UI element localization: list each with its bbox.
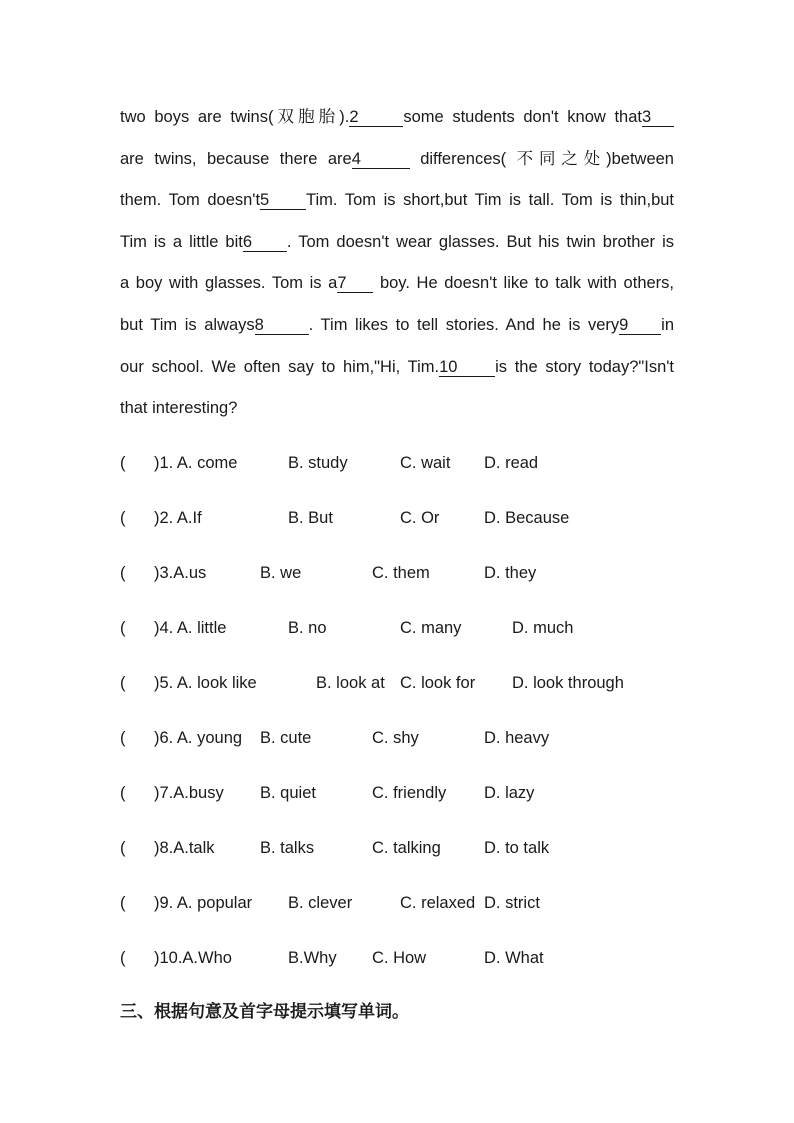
option-b: B. look at — [316, 674, 385, 692]
option-d: D. Because — [484, 509, 570, 527]
answer-paren[interactable]: ( — [120, 674, 126, 692]
option-c: C. wait — [400, 454, 451, 472]
question-row — [120, 661, 720, 716]
cloze-passage — [120, 97, 674, 430]
option-a: )7.A.busy — [154, 784, 224, 802]
question-row — [120, 826, 720, 881]
answer-paren[interactable]: ( — [120, 949, 126, 967]
passage-text: that interesting? — [120, 399, 238, 418]
answer-paren[interactable]: ( — [120, 894, 126, 912]
option-b: B. But — [288, 509, 333, 527]
option-c: C. them — [372, 564, 430, 582]
option-d: D. look through — [512, 674, 624, 692]
answer-paren[interactable]: ( — [120, 839, 126, 857]
option-a: )8.A.talk — [154, 839, 215, 857]
blank-3: 3 — [642, 108, 674, 127]
option-b: B.Why — [288, 949, 337, 967]
question-row — [120, 496, 720, 551]
question-row — [120, 771, 720, 826]
option-b: B. no — [288, 619, 327, 637]
option-a: )9. A. popular — [154, 894, 253, 912]
option-b: B. we — [260, 564, 302, 582]
option-a: )6. A. young — [154, 729, 243, 747]
blank-8: 8 — [255, 316, 309, 335]
option-a: )1. A. come — [154, 454, 238, 472]
option-b: B. talks — [260, 839, 315, 857]
passage-text: is the story today?"Isn't — [495, 357, 674, 376]
option-a: )4. A. little — [154, 619, 227, 637]
question-row — [120, 606, 720, 661]
option-b: B. study — [288, 454, 348, 472]
option-d: D. they — [484, 564, 537, 582]
answer-paren[interactable]: ( — [120, 729, 126, 747]
answer-paren[interactable]: ( — [120, 619, 126, 637]
option-d: D. strict — [484, 894, 540, 912]
passage-text: them. Tom doesn't — [120, 191, 261, 210]
option-c: C. Or — [400, 509, 440, 527]
passage-line — [120, 388, 674, 430]
passage-text: . Tom doesn't wear glasses. But his twin brother is — [286, 232, 674, 251]
passage-line — [120, 180, 674, 222]
blank-9: 9 — [619, 316, 661, 335]
blank-10: 10 — [439, 358, 495, 377]
option-a: )10.A.Who — [154, 949, 232, 967]
option-c: C. shy — [372, 729, 419, 747]
question-row — [120, 936, 720, 991]
blank-5: 5 — [260, 191, 306, 210]
passage-line — [120, 97, 674, 139]
passage-text: in — [661, 315, 674, 334]
option-c: C. relaxed — [400, 894, 476, 912]
option-a: )2. A.If — [154, 509, 202, 527]
question-row — [120, 881, 720, 936]
passage-text: our school. We often say to him,"Hi, Tim. — [120, 357, 440, 376]
option-c: C. talking — [372, 839, 441, 857]
option-d: D. heavy — [484, 729, 550, 747]
option-c: C. How — [372, 949, 427, 967]
passage-text: but Tim is always — [120, 315, 255, 334]
passage-text: differences( 不同之处)between — [420, 149, 674, 168]
passage-text: boy. He doesn't like to talk with others, — [379, 274, 674, 293]
passage-line — [120, 305, 674, 347]
option-b: B. clever — [288, 894, 353, 912]
blank-2: 2 — [349, 108, 403, 127]
answer-paren[interactable]: ( — [120, 564, 126, 582]
passage-line — [120, 222, 674, 264]
section-heading: 三、根据句意及首字母提示填写单词。 — [120, 1002, 409, 1022]
option-d: D. to talk — [484, 839, 550, 857]
passage-line — [120, 347, 674, 389]
multiple-choice-list — [120, 441, 720, 991]
passage-text: are twins, because there are — [120, 149, 352, 168]
option-b: B. cute — [260, 729, 312, 747]
passage-text: . Tim likes to tell stories. And he is very — [308, 315, 620, 334]
option-a: )3.A.us — [154, 564, 207, 582]
answer-paren[interactable]: ( — [120, 454, 126, 472]
option-d: D. lazy — [484, 784, 535, 802]
passage-text: Tim. Tom is short,but Tim is tall. Tom is thin,but — [306, 191, 675, 210]
option-b: B. quiet — [260, 784, 316, 802]
question-row — [120, 716, 720, 771]
option-c: C. friendly — [372, 784, 447, 802]
option-c: C. many — [400, 619, 462, 637]
option-d: D. What — [484, 949, 544, 967]
option-c: C. look for — [400, 674, 476, 692]
blank-6: 6 — [243, 233, 287, 252]
blank-7: 7 — [337, 274, 373, 293]
option-a: )5. A. look like — [154, 674, 257, 692]
answer-paren[interactable]: ( — [120, 784, 126, 802]
answer-paren[interactable]: ( — [120, 509, 126, 527]
question-row — [120, 441, 720, 496]
passage-line — [120, 263, 674, 305]
passage-text: some students don't know that — [403, 108, 642, 126]
passage-text: two boys are twins(双胞胎). — [120, 108, 350, 126]
blank-4: 4 — [352, 150, 410, 169]
option-d: D. much — [512, 619, 574, 637]
option-d: D. read — [484, 454, 539, 472]
question-row — [120, 551, 720, 606]
passage-line — [120, 139, 674, 181]
passage-text: a boy with glasses. Tom is a — [120, 274, 338, 293]
passage-text: Tim is a little bit — [120, 232, 243, 251]
